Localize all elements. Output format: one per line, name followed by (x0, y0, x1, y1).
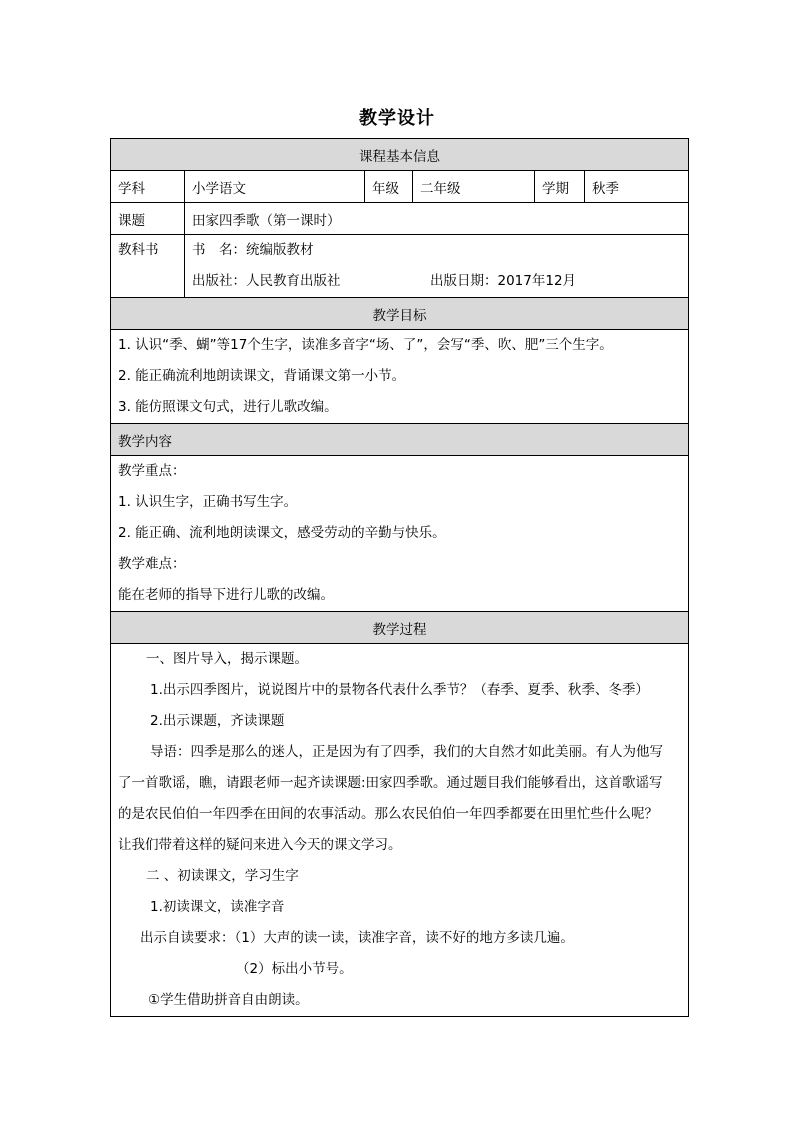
grade-value: 二年级 (413, 171, 535, 203)
content-body (111, 456, 689, 612)
basic-info-header: 课程基本信息 (111, 139, 689, 171)
guide-line: 的是农民伯伯一年四季在田间的农事活动。那么农民伯伯一年四季都要在田里忙些什么呢？ (118, 806, 658, 822)
guide-line: 了一首歌谣，瞧，请跟老师一起齐读课题:田家四季歌。通过题目我们能够看出，这首歌谣写 (118, 775, 663, 791)
page-title: 教学设计 (359, 108, 435, 129)
process-step-1: 一、图片导入，揭示课题。 (146, 651, 308, 667)
key-point-item: 2. 能正确、流利地朗读课文，感受劳动的辛勤与快乐。 (118, 525, 446, 541)
process-step-1-1: 1.出示四季图片，说说图片中的景物各代表什么季节？（春季、夏季、秋季、冬季） (150, 682, 649, 698)
subject-value: 小学语文 (185, 171, 365, 203)
objective-item: 1. 认识“季、蝴”等17个生字，读准多音字“场、了”，会写“季、吹、肥”三个生字。 (118, 337, 613, 353)
textbook-label: 教科书 (111, 235, 185, 298)
book-name: 书 名：统编版教材 (192, 242, 314, 258)
reading-requirement: 出示自读要求：（1）大声的读一读，读准字音，读不好的地方多读几遍。 (140, 930, 574, 946)
textbook-info (185, 235, 689, 298)
publisher-line (192, 266, 681, 297)
topic-label: 课题 (111, 203, 185, 235)
difficulty-text: 能在老师的指导下进行儿歌的改编。 (118, 587, 334, 603)
objective-item: 2. 能正确流利地朗读课文，背诵课文第一小节。 (118, 368, 406, 384)
content-header: 教学内容 (111, 424, 689, 456)
process-header: 教学过程 (111, 612, 689, 644)
term-value: 秋季 (585, 171, 689, 203)
reading-requirement: ①学生借助拼音自由朗读。 (148, 992, 309, 1008)
publisher: 出版社：人民教育出版社 (192, 273, 341, 289)
topic-value: 田家四季歌（第一课时） (185, 203, 689, 235)
process-step-1-2: 2.出示课题，齐读课题 (150, 713, 285, 729)
guide-line: 让我们带着这样的疑问来进入今天的课文学习。 (118, 837, 402, 853)
reading-requirement: （2）标出小节号。 (236, 961, 353, 977)
objective-item: 3. 能仿照课文句式，进行儿歌改编。 (118, 399, 338, 415)
process-body (111, 644, 689, 1017)
subject-label: 学科 (111, 171, 185, 203)
grade-label: 年级 (365, 171, 413, 203)
key-points-label: 教学重点： (118, 463, 186, 479)
process-step-2-1: 1.初读课文，读准字音 (150, 899, 285, 915)
key-point-item: 1. 认识生字，正确书写生字。 (118, 494, 298, 510)
term-label: 学期 (535, 171, 585, 203)
lesson-plan-table (110, 138, 689, 1017)
objectives-list (111, 330, 689, 424)
process-step-2: 二 、初读课文，学习生字 (146, 868, 299, 884)
difficulty-label: 教学难点： (118, 556, 186, 572)
objectives-header: 教学目标 (111, 298, 689, 330)
publish-date: 出版日期：2017年12月 (430, 273, 577, 289)
guide-line: 导语：四季是那么的迷人，正是因为有了四季，我们的大自然才如此美丽。有人为他写 (150, 744, 663, 760)
